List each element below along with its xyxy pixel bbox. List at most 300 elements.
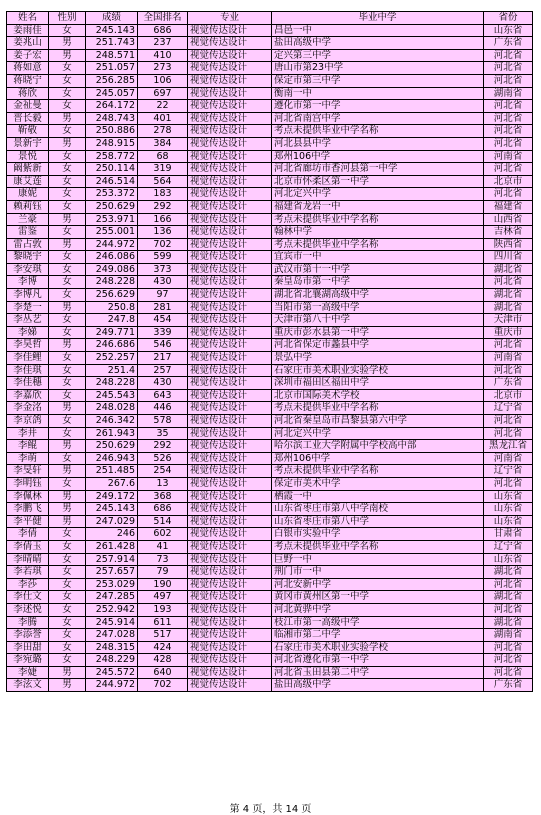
cell-score: 250.629 bbox=[86, 440, 138, 453]
cell-gender: 男 bbox=[49, 213, 86, 226]
cell-school: 衡南一中 bbox=[272, 87, 484, 100]
cell-name: 李旻轩 bbox=[7, 465, 49, 478]
cell-gender: 女 bbox=[49, 603, 86, 616]
cell-name: 李金洺 bbox=[7, 402, 49, 415]
cell-school: 河北定兴中学 bbox=[272, 188, 484, 201]
cell-name: 李明钰 bbox=[7, 477, 49, 490]
cell-province: 河北省 bbox=[484, 427, 533, 440]
cell-score: 253.029 bbox=[86, 578, 138, 591]
cell-school: 翰林中学 bbox=[272, 226, 484, 239]
cell-rank: 517 bbox=[138, 629, 188, 642]
cell-major: 视觉传达设计 bbox=[188, 364, 272, 377]
cell-province: 湖南省 bbox=[484, 87, 533, 100]
cell-rank: 68 bbox=[138, 150, 188, 163]
table-row bbox=[7, 465, 533, 478]
cell-major: 视觉传达设计 bbox=[188, 452, 272, 465]
table-body bbox=[7, 24, 533, 691]
table-row bbox=[7, 377, 533, 390]
cell-major: 视觉传达设计 bbox=[188, 679, 272, 692]
cell-score: 244.972 bbox=[86, 679, 138, 692]
cell-gender: 女 bbox=[49, 263, 86, 276]
cell-score: 248.743 bbox=[86, 112, 138, 125]
cell-major: 视觉传达设计 bbox=[188, 641, 272, 654]
cell-gender: 女 bbox=[49, 553, 86, 566]
cell-province: 河北省 bbox=[484, 276, 533, 289]
cell-rank: 237 bbox=[138, 37, 188, 50]
cell-province: 山东省 bbox=[484, 490, 533, 503]
cell-province: 湖北省 bbox=[484, 301, 533, 314]
table-row bbox=[7, 163, 533, 176]
cell-school: 黄冈市黄州区第一中学 bbox=[272, 591, 484, 604]
cell-province: 湖北省 bbox=[484, 566, 533, 579]
cell-major: 视觉传达设计 bbox=[188, 314, 272, 327]
cell-province: 湖南省 bbox=[484, 629, 533, 642]
cell-score: 248.228 bbox=[86, 377, 138, 390]
table-row bbox=[7, 150, 533, 163]
cell-gender: 女 bbox=[49, 452, 86, 465]
cell-province: 河北省 bbox=[484, 666, 533, 679]
table-row bbox=[7, 477, 533, 490]
cell-major: 视觉传达设计 bbox=[188, 465, 272, 478]
cell-score: 252.257 bbox=[86, 352, 138, 365]
cell-major: 视觉传达设计 bbox=[188, 477, 272, 490]
cell-rank: 373 bbox=[138, 263, 188, 276]
cell-province: 湖北省 bbox=[484, 616, 533, 629]
cell-province: 福建省 bbox=[484, 200, 533, 213]
cell-score: 256.285 bbox=[86, 74, 138, 87]
cell-rank: 281 bbox=[138, 301, 188, 314]
cell-gender: 女 bbox=[49, 100, 86, 113]
cell-gender: 女 bbox=[49, 389, 86, 402]
table-row bbox=[7, 641, 533, 654]
header-name: 姓名 bbox=[7, 12, 49, 25]
cell-gender: 女 bbox=[49, 591, 86, 604]
cell-rank: 166 bbox=[138, 213, 188, 226]
cell-score: 245.572 bbox=[86, 666, 138, 679]
cell-rank: 73 bbox=[138, 553, 188, 566]
cell-gender: 女 bbox=[49, 477, 86, 490]
cell-rank: 368 bbox=[138, 490, 188, 503]
cell-province: 北京市 bbox=[484, 389, 533, 402]
cell-province: 天津市 bbox=[484, 314, 533, 327]
cell-gender: 男 bbox=[49, 137, 86, 150]
cell-score: 258.772 bbox=[86, 150, 138, 163]
cell-rank: 384 bbox=[138, 137, 188, 150]
cell-gender: 女 bbox=[49, 74, 86, 87]
cell-school: 遵化市第一中学 bbox=[272, 100, 484, 113]
cell-school: 河北定兴中学 bbox=[272, 427, 484, 440]
cell-name: 李泫文 bbox=[7, 679, 49, 692]
cell-rank: 257 bbox=[138, 364, 188, 377]
cell-gender: 男 bbox=[49, 301, 86, 314]
cell-province: 河北省 bbox=[484, 137, 533, 150]
cell-school: 福建省龙岩一中 bbox=[272, 200, 484, 213]
cell-score: 250.886 bbox=[86, 125, 138, 138]
cell-province: 辽宁省 bbox=[484, 465, 533, 478]
cell-school: 定兴第三中学 bbox=[272, 49, 484, 62]
cell-rank: 193 bbox=[138, 603, 188, 616]
cell-gender: 男 bbox=[49, 490, 86, 503]
cell-school: 石家庄市美术职业实验学校 bbox=[272, 641, 484, 654]
cell-province: 重庆市 bbox=[484, 326, 533, 339]
cell-school: 河北黄骅中学 bbox=[272, 603, 484, 616]
cell-name: 雷鉴 bbox=[7, 226, 49, 239]
cell-gender: 女 bbox=[49, 200, 86, 213]
cell-score: 257.657 bbox=[86, 566, 138, 579]
table-row bbox=[7, 427, 533, 440]
cell-name: 李楚一 bbox=[7, 301, 49, 314]
cell-gender: 男 bbox=[49, 402, 86, 415]
cell-province: 广东省 bbox=[484, 37, 533, 50]
cell-name: 康艾莲 bbox=[7, 175, 49, 188]
cell-major: 视觉传达设计 bbox=[188, 226, 272, 239]
cell-school: 宜宾市一中 bbox=[272, 251, 484, 264]
cell-school: 河北省保定市蠡县中学 bbox=[272, 339, 484, 352]
cell-rank: 640 bbox=[138, 666, 188, 679]
cell-name: 康妮 bbox=[7, 188, 49, 201]
cell-score: 249.172 bbox=[86, 490, 138, 503]
cell-major: 视觉传达设计 bbox=[188, 62, 272, 75]
header-row bbox=[7, 12, 533, 25]
cell-school: 河北县县中学 bbox=[272, 137, 484, 150]
cell-major: 视觉传达设计 bbox=[188, 352, 272, 365]
cell-gender: 男 bbox=[49, 465, 86, 478]
cell-province: 河北省 bbox=[484, 415, 533, 428]
cell-name: 李萌 bbox=[7, 452, 49, 465]
header-score: 成绩 bbox=[86, 12, 138, 25]
cell-school: 盐田高级中学 bbox=[272, 679, 484, 692]
cell-major: 视觉传达设计 bbox=[188, 326, 272, 339]
cell-school: 石家庄市美术职业实验学校 bbox=[272, 364, 484, 377]
cell-province: 黑龙江省 bbox=[484, 440, 533, 453]
cell-name: 姜雨佳 bbox=[7, 24, 49, 37]
table-row bbox=[7, 415, 533, 428]
cell-province: 河北省 bbox=[484, 49, 533, 62]
cell-name: 李佳鲤 bbox=[7, 352, 49, 365]
cell-province: 山西省 bbox=[484, 213, 533, 226]
cell-school: 保定市美术中学 bbox=[272, 477, 484, 490]
cell-school: 郑州106中学 bbox=[272, 452, 484, 465]
cell-major: 视觉传达设计 bbox=[188, 666, 272, 679]
table-row bbox=[7, 226, 533, 239]
cell-school: 白银市实验中学 bbox=[272, 528, 484, 541]
table-row bbox=[7, 100, 533, 113]
table-row bbox=[7, 125, 533, 138]
cell-score: 256.629 bbox=[86, 289, 138, 302]
cell-school: 深圳市福田区福田中学 bbox=[272, 377, 484, 390]
cell-province: 河北省 bbox=[484, 603, 533, 616]
cell-name: 李莎 bbox=[7, 578, 49, 591]
table-row bbox=[7, 339, 533, 352]
cell-name: 黎晓宇 bbox=[7, 251, 49, 264]
cell-name: 李佳琪 bbox=[7, 364, 49, 377]
cell-school: 临湘市第二中学 bbox=[272, 629, 484, 642]
cell-rank: 514 bbox=[138, 515, 188, 528]
cell-score: 244.972 bbox=[86, 238, 138, 251]
cell-major: 视觉传达设计 bbox=[188, 377, 272, 390]
cell-rank: 273 bbox=[138, 62, 188, 75]
cell-major: 视觉传达设计 bbox=[188, 263, 272, 276]
cell-province: 吉林省 bbox=[484, 226, 533, 239]
cell-province: 辽宁省 bbox=[484, 540, 533, 553]
cell-province: 广东省 bbox=[484, 377, 533, 390]
cell-major: 视觉传达设计 bbox=[188, 289, 272, 302]
table-row bbox=[7, 654, 533, 667]
cell-gender: 女 bbox=[49, 175, 86, 188]
cell-gender: 男 bbox=[49, 339, 86, 352]
cell-score: 248.228 bbox=[86, 276, 138, 289]
cell-score: 252.942 bbox=[86, 603, 138, 616]
cell-score: 250.114 bbox=[86, 163, 138, 176]
cell-rank: 79 bbox=[138, 566, 188, 579]
cell-school: 唐山市第23中学 bbox=[272, 62, 484, 75]
cell-major: 视觉传达设计 bbox=[188, 125, 272, 138]
table-row bbox=[7, 440, 533, 453]
cell-rank: 428 bbox=[138, 654, 188, 667]
cell-name: 李婕 bbox=[7, 666, 49, 679]
table-row bbox=[7, 175, 533, 188]
cell-province: 四川省 bbox=[484, 251, 533, 264]
table-row bbox=[7, 566, 533, 579]
cell-name: 李若琪 bbox=[7, 566, 49, 579]
table-row bbox=[7, 314, 533, 327]
cell-name: 李昊哲 bbox=[7, 339, 49, 352]
cell-school: 重庆市彭水县第一中学 bbox=[272, 326, 484, 339]
cell-name: 李嘉欣 bbox=[7, 389, 49, 402]
cell-score: 250.8 bbox=[86, 301, 138, 314]
table-row bbox=[7, 402, 533, 415]
cell-rank: 339 bbox=[138, 326, 188, 339]
cell-name: 蒋晓宁 bbox=[7, 74, 49, 87]
table-row bbox=[7, 74, 533, 87]
cell-school: 荆门市一中 bbox=[272, 566, 484, 579]
cell-school: 盐田高级中学 bbox=[272, 37, 484, 50]
table-row bbox=[7, 679, 533, 692]
cell-gender: 女 bbox=[49, 616, 86, 629]
table-row bbox=[7, 528, 533, 541]
table-row bbox=[7, 553, 533, 566]
cell-name: 李娣 bbox=[7, 326, 49, 339]
cell-name: 李田甜 bbox=[7, 641, 49, 654]
cell-gender: 女 bbox=[49, 276, 86, 289]
cell-gender: 女 bbox=[49, 528, 86, 541]
cell-rank: 319 bbox=[138, 163, 188, 176]
cell-score: 248.915 bbox=[86, 137, 138, 150]
cell-gender: 男 bbox=[49, 503, 86, 516]
cell-major: 视觉传达设计 bbox=[188, 389, 272, 402]
table-row bbox=[7, 515, 533, 528]
cell-rank: 106 bbox=[138, 74, 188, 87]
cell-major: 视觉传达设计 bbox=[188, 251, 272, 264]
cell-rank: 446 bbox=[138, 402, 188, 415]
cell-province: 山东省 bbox=[484, 24, 533, 37]
cell-rank: 497 bbox=[138, 591, 188, 604]
cell-name: 李宛璐 bbox=[7, 654, 49, 667]
cell-province: 湖北省 bbox=[484, 263, 533, 276]
cell-rank: 643 bbox=[138, 389, 188, 402]
cell-gender: 女 bbox=[49, 566, 86, 579]
cell-province: 河北省 bbox=[484, 641, 533, 654]
cell-score: 245.143 bbox=[86, 24, 138, 37]
cell-score: 248.028 bbox=[86, 402, 138, 415]
cell-name: 李倩 bbox=[7, 528, 49, 541]
cell-school: 秦皇岛市第一中学 bbox=[272, 276, 484, 289]
table-row bbox=[7, 238, 533, 251]
cell-gender: 女 bbox=[49, 188, 86, 201]
cell-gender: 女 bbox=[49, 24, 86, 37]
table-row bbox=[7, 591, 533, 604]
cell-major: 视觉传达设计 bbox=[188, 415, 272, 428]
cell-school: 保定市第三中学 bbox=[272, 74, 484, 87]
table-row bbox=[7, 301, 533, 314]
cell-school: 山东省枣庄市第八中学南校 bbox=[272, 503, 484, 516]
cell-major: 视觉传达设计 bbox=[188, 74, 272, 87]
cell-school: 枝江市第一高级中学 bbox=[272, 616, 484, 629]
cell-province: 河北省 bbox=[484, 364, 533, 377]
cell-gender: 女 bbox=[49, 540, 86, 553]
cell-major: 视觉传达设计 bbox=[188, 24, 272, 37]
cell-major: 视觉传达设计 bbox=[188, 515, 272, 528]
cell-province: 河北省 bbox=[484, 477, 533, 490]
cell-gender: 女 bbox=[49, 364, 86, 377]
cell-school: 河北安新中学 bbox=[272, 578, 484, 591]
cell-rank: 97 bbox=[138, 289, 188, 302]
cell-school: 北京市怀柔区第一中学 bbox=[272, 175, 484, 188]
cell-major: 视觉传达设计 bbox=[188, 603, 272, 616]
cell-gender: 女 bbox=[49, 226, 86, 239]
cell-score: 249.086 bbox=[86, 263, 138, 276]
cell-province: 山东省 bbox=[484, 553, 533, 566]
cell-school: 昌邑一中 bbox=[272, 24, 484, 37]
table-row bbox=[7, 540, 533, 553]
cell-score: 246.342 bbox=[86, 415, 138, 428]
cell-score: 247.028 bbox=[86, 629, 138, 642]
cell-score: 253.971 bbox=[86, 213, 138, 226]
cell-gender: 男 bbox=[49, 515, 86, 528]
cell-province: 河北省 bbox=[484, 188, 533, 201]
cell-rank: 190 bbox=[138, 578, 188, 591]
cell-rank: 254 bbox=[138, 465, 188, 478]
cell-province: 河北省 bbox=[484, 163, 533, 176]
cell-major: 视觉传达设计 bbox=[188, 301, 272, 314]
cell-name: 靳敬 bbox=[7, 125, 49, 138]
cell-rank: 702 bbox=[138, 679, 188, 692]
cell-school: 山东省枣庄市第八中学 bbox=[272, 515, 484, 528]
table-row bbox=[7, 490, 533, 503]
cell-school: 湖北省北襄湖高级中学 bbox=[272, 289, 484, 302]
cell-major: 视觉传达设计 bbox=[188, 37, 272, 50]
table-row bbox=[7, 616, 533, 629]
cell-name: 蒋如意 bbox=[7, 62, 49, 75]
cell-score: 255.001 bbox=[86, 226, 138, 239]
table-row bbox=[7, 251, 533, 264]
cell-gender: 男 bbox=[49, 679, 86, 692]
cell-name: 李鲲 bbox=[7, 440, 49, 453]
cell-major: 视觉传达设计 bbox=[188, 616, 272, 629]
table-row bbox=[7, 112, 533, 125]
cell-rank: 686 bbox=[138, 24, 188, 37]
cell-major: 视觉传达设计 bbox=[188, 163, 272, 176]
cell-rank: 686 bbox=[138, 503, 188, 516]
cell-major: 视觉传达设计 bbox=[188, 238, 272, 251]
cell-province: 河南省 bbox=[484, 352, 533, 365]
header-school: 毕业中学 bbox=[272, 12, 484, 25]
cell-province: 河北省 bbox=[484, 62, 533, 75]
cell-gender: 女 bbox=[49, 62, 86, 75]
page-footer: 第 4 页，共 14 页 bbox=[229, 804, 312, 815]
cell-school: 河北省秦皇岛市昌黎县第六中学 bbox=[272, 415, 484, 428]
cell-major: 视觉传达设计 bbox=[188, 188, 272, 201]
table-row bbox=[7, 289, 533, 302]
cell-name: 蒋欣 bbox=[7, 87, 49, 100]
cell-gender: 男 bbox=[49, 238, 86, 251]
cell-major: 视觉传达设计 bbox=[188, 49, 272, 62]
cell-rank: 702 bbox=[138, 238, 188, 251]
table-row bbox=[7, 503, 533, 516]
cell-province: 河南省 bbox=[484, 452, 533, 465]
cell-name: 李腾 bbox=[7, 616, 49, 629]
header-gender: 性别 bbox=[49, 12, 86, 25]
cell-score: 247.8 bbox=[86, 314, 138, 327]
cell-province: 河北省 bbox=[484, 654, 533, 667]
cell-major: 视觉传达设计 bbox=[188, 490, 272, 503]
table-row bbox=[7, 629, 533, 642]
cell-rank: 22 bbox=[138, 100, 188, 113]
cell-major: 视觉传达设计 bbox=[188, 528, 272, 541]
header-province: 省份 bbox=[484, 12, 533, 25]
cell-major: 视觉传达设计 bbox=[188, 503, 272, 516]
cell-province: 山东省 bbox=[484, 515, 533, 528]
cell-gender: 女 bbox=[49, 415, 86, 428]
cell-name: 金祉曼 bbox=[7, 100, 49, 113]
cell-rank: 424 bbox=[138, 641, 188, 654]
cell-major: 视觉传达设计 bbox=[188, 200, 272, 213]
cell-name: 李佩林 bbox=[7, 490, 49, 503]
cell-school: 河北省遵化市第一中学 bbox=[272, 654, 484, 667]
cell-major: 视觉传达设计 bbox=[188, 137, 272, 150]
cell-province: 北京市 bbox=[484, 175, 533, 188]
table-row bbox=[7, 276, 533, 289]
cell-name: 李述悦 bbox=[7, 603, 49, 616]
table-row bbox=[7, 87, 533, 100]
table-row bbox=[7, 603, 533, 616]
cell-school: 河北省南宫中学 bbox=[272, 112, 484, 125]
cell-school: 考点未提供毕业中学名称 bbox=[272, 125, 484, 138]
cell-score: 251.4 bbox=[86, 364, 138, 377]
header-rank: 全国排名 bbox=[138, 12, 188, 25]
cell-school: 哈尔滨工业大学附属中学校高中部 bbox=[272, 440, 484, 453]
cell-rank: 526 bbox=[138, 452, 188, 465]
cell-major: 视觉传达设计 bbox=[188, 427, 272, 440]
cell-score: 251.057 bbox=[86, 62, 138, 75]
cell-score: 248.571 bbox=[86, 49, 138, 62]
cell-school: 景弘中学 bbox=[272, 352, 484, 365]
cell-score: 251.485 bbox=[86, 465, 138, 478]
cell-major: 视觉传达设计 bbox=[188, 654, 272, 667]
table-row bbox=[7, 352, 533, 365]
cell-score: 251.743 bbox=[86, 37, 138, 50]
cell-score: 245.057 bbox=[86, 87, 138, 100]
cell-score: 267.6 bbox=[86, 477, 138, 490]
cell-score: 246 bbox=[86, 528, 138, 541]
cell-province: 河北省 bbox=[484, 578, 533, 591]
cell-major: 视觉传达设计 bbox=[188, 276, 272, 289]
cell-name: 赖莉钰 bbox=[7, 200, 49, 213]
cell-name: 阚紫新 bbox=[7, 163, 49, 176]
cell-rank: 410 bbox=[138, 49, 188, 62]
cell-score: 248.229 bbox=[86, 654, 138, 667]
cell-rank: 278 bbox=[138, 125, 188, 138]
